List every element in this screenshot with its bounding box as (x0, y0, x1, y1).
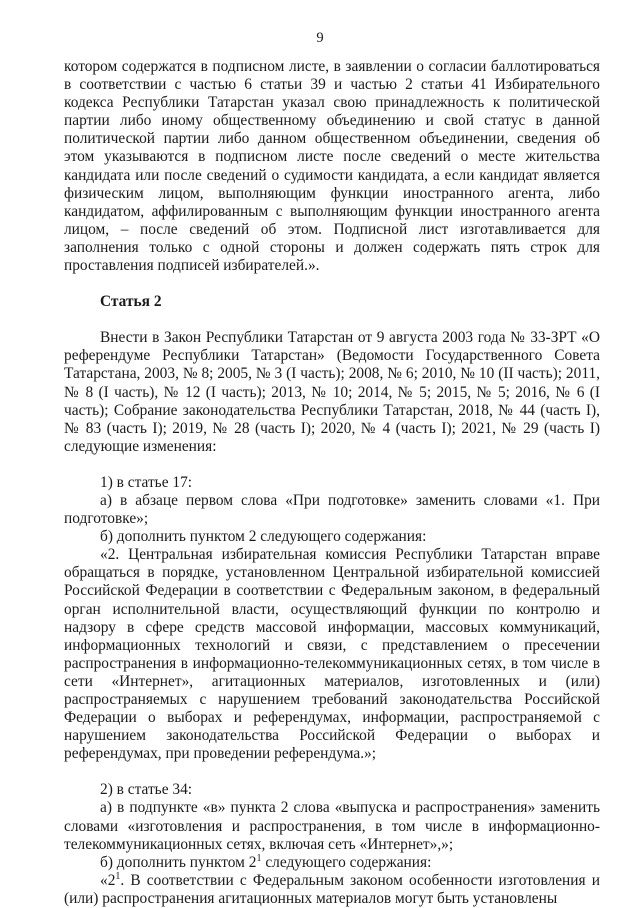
article-heading: Статья 2 (100, 293, 162, 311)
spacer (64, 275, 600, 293)
item-2-quote-superscript: 1 (115, 870, 121, 882)
spacer (64, 763, 600, 781)
item-2-a: а) в подпункте «в» пункта 2 слова «выпуска и распространения» заменить словами «изготовления и распространения, в том числе в информационно-телекоммуникационных сетях, включая сеть «Интернет»,»; (64, 799, 600, 853)
article-intro-paragraph: Внести в Закон Республики Татарстан от 9 августа 2003 года № 33-ЗРТ «О референдуме Республики Татарстан» (Ведомости Государственного Совета Татарстана, 2003, № 8; 2005, № 3 (I часть); 2008, № 6; 2010, № 10 (II часть); 2011, № 8 (I часть), № 12 (I часть); 2013, № 10; 2014, № 5; 2015, № 5; 2016, № 6 (I часть); Собрание законодательства Республики Татарстан, 2018, № 44 (часть I), № 83 (часть I); 2019, № 28 (часть I); 2020, № 4 (часть I); 2021, № 29 (часть I) следующие изменения: (64, 329, 600, 455)
item-1-a: а) в абзаце первом слова «При подготовке» заменить словами «1. При подготовке»; (64, 491, 600, 528)
item-2-b-text: б) дополнить пунктом 2 (100, 853, 257, 871)
item-1-b: б) дополнить пунктом 2 следующего содержания: (100, 528, 427, 546)
item-2-b (64, 854, 600, 872)
spacer (64, 311, 600, 329)
page-number: 9 (316, 30, 324, 46)
item-2-quote (64, 872, 600, 908)
item-2-quote-number: «2 (100, 871, 116, 889)
paragraph-continuation: котором содержатся в подписном листе, в заявлении о согласии баллотироваться в соответствии с частью 6 статьи 39 и частью 2 статьи 41 Избирательного кодекса Республики Татарстан указал свою принадлежность к политической партии либо иному общественному объединению и свой статус в данной политической партии либо данном общественном объединении, сведения об этом указываются в подписном листе после сведений о месте жительства кандидата или после сведений о судимости кандидата, а если кандидат является физическим лицом, выполняющим функции иностранного агента, либо кандидатом, аффилированным с выполняющим функции иностранного агента лицом, – после сведений об этом. Подписной лист изготавливается для заполнения только с одной стороны и должен содержать пять строк для проставления подписей избирателей.». (64, 58, 600, 275)
spacer (64, 456, 600, 474)
item-2-quote-text: . В соответствии с Федеральным законом особенности изготовления и (или) распространения агитационных материалов могут быть установлены (64, 871, 600, 907)
item-2-b-text-end: следующего содержания: (261, 853, 432, 871)
item-2-title: 2) в статье 34: (100, 781, 193, 799)
item-1-quote: «2. Центральная избирательная комиссия Республики Татарстан вправе обращаться в порядке, установленном Центральной избирательной комиссией Российской Федерации в соответствии с Федеральным законом, в федеральный орган исполнительной власти, осуществляющий функции по контролю и надзору в сфере средств массовой информации, массовых коммуникаций, информационных технологий и связи, с представлением о пресечении распространения в информационно-телекоммуникационных сетях, в том числе в сети «Интернет», агитационных материалов, изготовленных и (или) распространяемых с нарушением требований законодательства Российской Федерации о выборах и референдумах, информации, распространяемой с нарушением законодательства Российской Федерации о выборах и референдумах, при проведении референдума.»; (64, 546, 600, 763)
item-2-b-superscript: 1 (256, 852, 262, 864)
document-body (64, 58, 600, 908)
item-1-title: 1) в статье 17: (100, 473, 193, 491)
